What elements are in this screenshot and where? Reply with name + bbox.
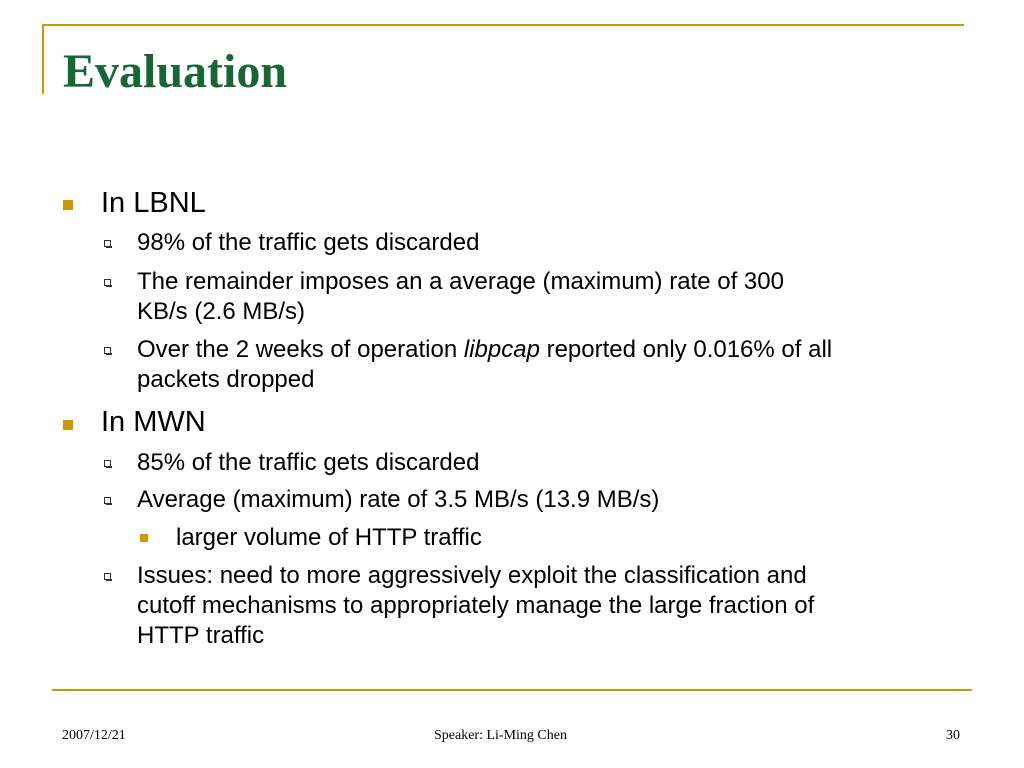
list-item: The remainder imposes an a average (maximum) rate of 300 bbox=[137, 268, 784, 295]
frame-left-rule bbox=[42, 24, 44, 94]
square-bullet-icon bbox=[140, 534, 148, 542]
list-item-continuation: packets dropped bbox=[137, 366, 315, 393]
hollow-square-bullet-icon bbox=[104, 573, 111, 580]
list-item-text: reported only 0.016% of all bbox=[539, 336, 833, 363]
footer-date: 2007/12/21 bbox=[62, 728, 126, 743]
list-item: Average (maximum) rate of 3.5 MB/s (13.9 MB/s) bbox=[137, 486, 660, 513]
list-item: 98% of the traffic gets discarded bbox=[137, 229, 480, 256]
frame-top-rule bbox=[42, 24, 964, 26]
hollow-square-bullet-icon bbox=[104, 279, 111, 286]
italic-term: libpcap bbox=[463, 336, 540, 363]
square-bullet-icon bbox=[63, 200, 73, 210]
list-item: Issues: need to more aggressively exploit the classification and bbox=[137, 562, 807, 589]
list-item-continuation: cutoff mechanisms to appropriately manage the large fraction of bbox=[137, 592, 815, 619]
section-heading-mwn: In MWN bbox=[101, 406, 206, 438]
hollow-square-bullet-icon bbox=[104, 347, 111, 354]
footer-rule bbox=[52, 689, 972, 691]
square-bullet-icon bbox=[63, 420, 73, 430]
list-item-continuation: HTTP traffic bbox=[137, 622, 265, 649]
section-heading-lbnl: In LBNL bbox=[101, 187, 206, 219]
hollow-square-bullet-icon bbox=[104, 460, 111, 467]
list-item bbox=[137, 334, 832, 365]
list-item-text: Over the 2 weeks of operation bbox=[137, 336, 464, 363]
sub-list-item: larger volume of HTTP traffic bbox=[176, 524, 482, 551]
list-item: 85% of the traffic gets discarded bbox=[137, 449, 480, 476]
hollow-square-bullet-icon bbox=[104, 497, 111, 504]
hollow-square-bullet-icon bbox=[104, 240, 111, 247]
footer-speaker: Speaker: Li-Ming Chen bbox=[434, 728, 567, 743]
slide-title: Evaluation bbox=[63, 45, 288, 98]
footer-page-number: 30 bbox=[946, 728, 960, 743]
list-item-continuation: KB/s (2.6 MB/s) bbox=[137, 298, 306, 325]
